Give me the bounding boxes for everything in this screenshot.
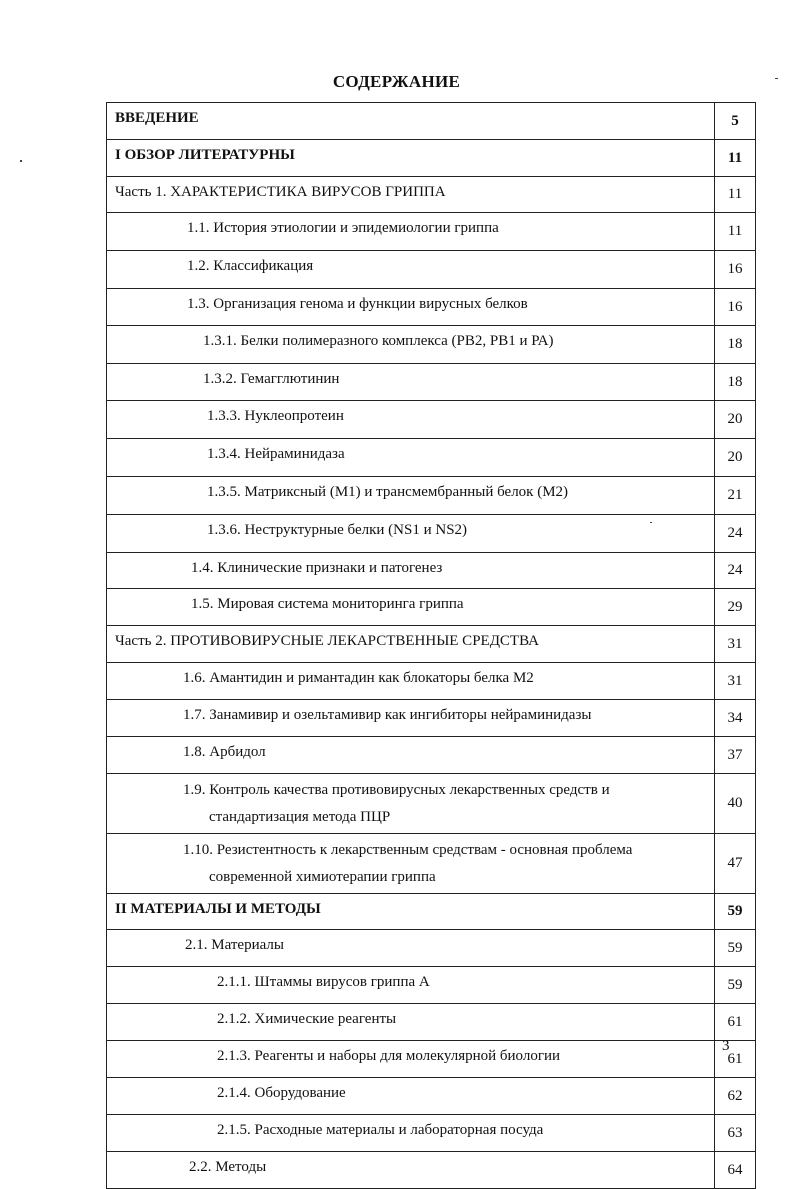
toc-entry-text: 2.1.4. Оборудование (107, 1078, 715, 1115)
toc-entry-text: 1.3.2. Гемагглютинин (107, 364, 715, 401)
toc-row (107, 589, 756, 626)
toc-row (107, 737, 756, 774)
toc-row (107, 477, 756, 515)
toc-row (107, 700, 756, 737)
toc-row (107, 140, 756, 177)
toc-row (107, 930, 756, 967)
toc-entry-text: 1.4. Клинические признаки и патогенез (107, 553, 715, 589)
toc-entry-page: 21 (715, 477, 756, 515)
toc-entry-text: I ОБЗОР ЛИТЕРАТУРНЫ (107, 140, 715, 177)
toc-entry-text: 1.3.6. Неструктурные белки (NS1 и NS2) (107, 515, 715, 553)
toc-entry-page: 59 (715, 967, 756, 1004)
toc-row (107, 1078, 756, 1115)
toc-entry-page: 24 (715, 515, 756, 553)
toc-entry-page: 61 (715, 1004, 756, 1041)
table-of-contents (106, 102, 756, 1189)
toc-entry-text: 1.3.4. Нейраминидаза (107, 439, 715, 477)
toc-entry-text: 1.3. Организация генома и функции вирусных белков (107, 289, 715, 326)
toc-row (107, 326, 756, 364)
toc-entry-page: 59 (715, 930, 756, 967)
toc-entry-text: Часть 1. ХАРАКТЕРИСТИКА ВИРУСОВ ГРИППА (107, 177, 715, 213)
toc-entry-text: 2.1.2. Химические реагенты (107, 1004, 715, 1041)
toc-row (107, 251, 756, 289)
toc-entry-text: 1.8. Арбидол (107, 737, 715, 774)
toc-entry-page: 31 (715, 663, 756, 700)
toc-entry-text-line1: 1.9. Контроль качества противовирусных лекарственных средств и (183, 782, 610, 798)
scan-speck (775, 78, 778, 79)
toc-row (107, 289, 756, 326)
toc-entry-text: 1.5. Мировая система мониторинга гриппа (107, 589, 715, 626)
toc-entry-page: 11 (715, 140, 756, 177)
toc-entry-text: 1.7. Занамивир и озельтамивир как ингибиторы нейраминидазы (107, 700, 715, 737)
toc-entry-text (107, 774, 715, 834)
toc-row (107, 834, 756, 894)
toc-entry-text-line2: стандартизация метода ПЦР (209, 809, 391, 825)
toc-entry-text: Часть 2. ПРОТИВОВИРУСНЫЕ ЛЕКАРСТВЕННЫЕ СРЕДСТВА (107, 626, 715, 663)
toc-entry-page: 11 (715, 177, 756, 213)
toc-row (107, 439, 756, 477)
toc-entry-text: 2.1.3. Реагенты и наборы для молекулярной биологии (107, 1041, 715, 1078)
toc-row (107, 213, 756, 251)
toc-entry-text: ВВЕДЕНИЕ (107, 103, 715, 140)
toc-row (107, 1041, 756, 1078)
toc-row (107, 774, 756, 834)
toc-entry-text: 2.2. Методы (107, 1152, 715, 1189)
toc-entry-text: 1.3.5. Матриксный (М1) и трансмембранный белок (М2) (107, 477, 715, 515)
toc-entry-page: 59 (715, 894, 756, 930)
toc-row (107, 364, 756, 401)
toc-row (107, 177, 756, 213)
toc-entry-page: 16 (715, 251, 756, 289)
toc-entry-page: 24 (715, 553, 756, 589)
toc-entry-page: 11 (715, 213, 756, 251)
toc-entry-page: 16 (715, 289, 756, 326)
toc-entry-page: 34 (715, 700, 756, 737)
toc-entry-page: 29 (715, 589, 756, 626)
toc-row (107, 626, 756, 663)
toc-entry-page: 20 (715, 439, 756, 477)
toc-row (107, 515, 756, 553)
toc-row (107, 663, 756, 700)
toc-entry-page: 63 (715, 1115, 756, 1152)
toc-entry-text-line1: 1.10. Резистентность к лекарственным средствам - основная проблема (183, 842, 633, 858)
toc-row (107, 401, 756, 439)
toc-entry-page: 40 (715, 774, 756, 834)
toc-row (107, 103, 756, 140)
toc-entry-page: 18 (715, 364, 756, 401)
toc-entry-text: 2.1.5. Расходные материалы и лабораторная посуда (107, 1115, 715, 1152)
toc-entry-page: 37 (715, 737, 756, 774)
page-title: СОДЕРЖАНИЕ (332, 72, 461, 91)
toc-row (107, 1115, 756, 1152)
toc-entry-text: 1.6. Амантидин и римантадин как блокаторы белка М2 (107, 663, 715, 700)
toc-entry-page: 64 (715, 1152, 756, 1189)
toc-entry-text-line2: современной химиотерапии гриппа (209, 869, 436, 885)
toc-row (107, 553, 756, 589)
page-number: 3 (722, 1038, 730, 1054)
toc-row (107, 967, 756, 1004)
toc-entry-text: 1.3.1. Белки полимеразного комплекса (РВ2, РВ1 и РА) (107, 326, 715, 364)
toc-entry-text: 1.1. История этиологии и эпидемиологии гриппа (107, 213, 715, 251)
toc-entry-page: 62 (715, 1078, 756, 1115)
toc-entry-text: 1.2. Классификация (107, 251, 715, 289)
toc-row (107, 1004, 756, 1041)
toc-entry-page: 5 (715, 103, 756, 140)
toc-entry-page: 47 (715, 834, 756, 894)
toc-entry-page: 18 (715, 326, 756, 364)
toc-row (107, 1152, 756, 1189)
toc-entry-text: 2.1.1. Штаммы вирусов гриппа А (107, 967, 715, 1004)
toc-entry-text: II МАТЕРИАЛЫ И МЕТОДЫ (107, 894, 715, 930)
toc-entry-text (107, 834, 715, 894)
toc-entry-page: 20 (715, 401, 756, 439)
scan-speck (20, 160, 22, 162)
toc-row (107, 894, 756, 930)
toc-entry-page: 31 (715, 626, 756, 663)
toc-entry-page: 61 (715, 1041, 756, 1078)
toc-entry-text: 2.1. Материалы (107, 930, 715, 967)
scan-speck (650, 522, 652, 523)
toc-entry-text: 1.3.3. Нуклеопротеин (107, 401, 715, 439)
